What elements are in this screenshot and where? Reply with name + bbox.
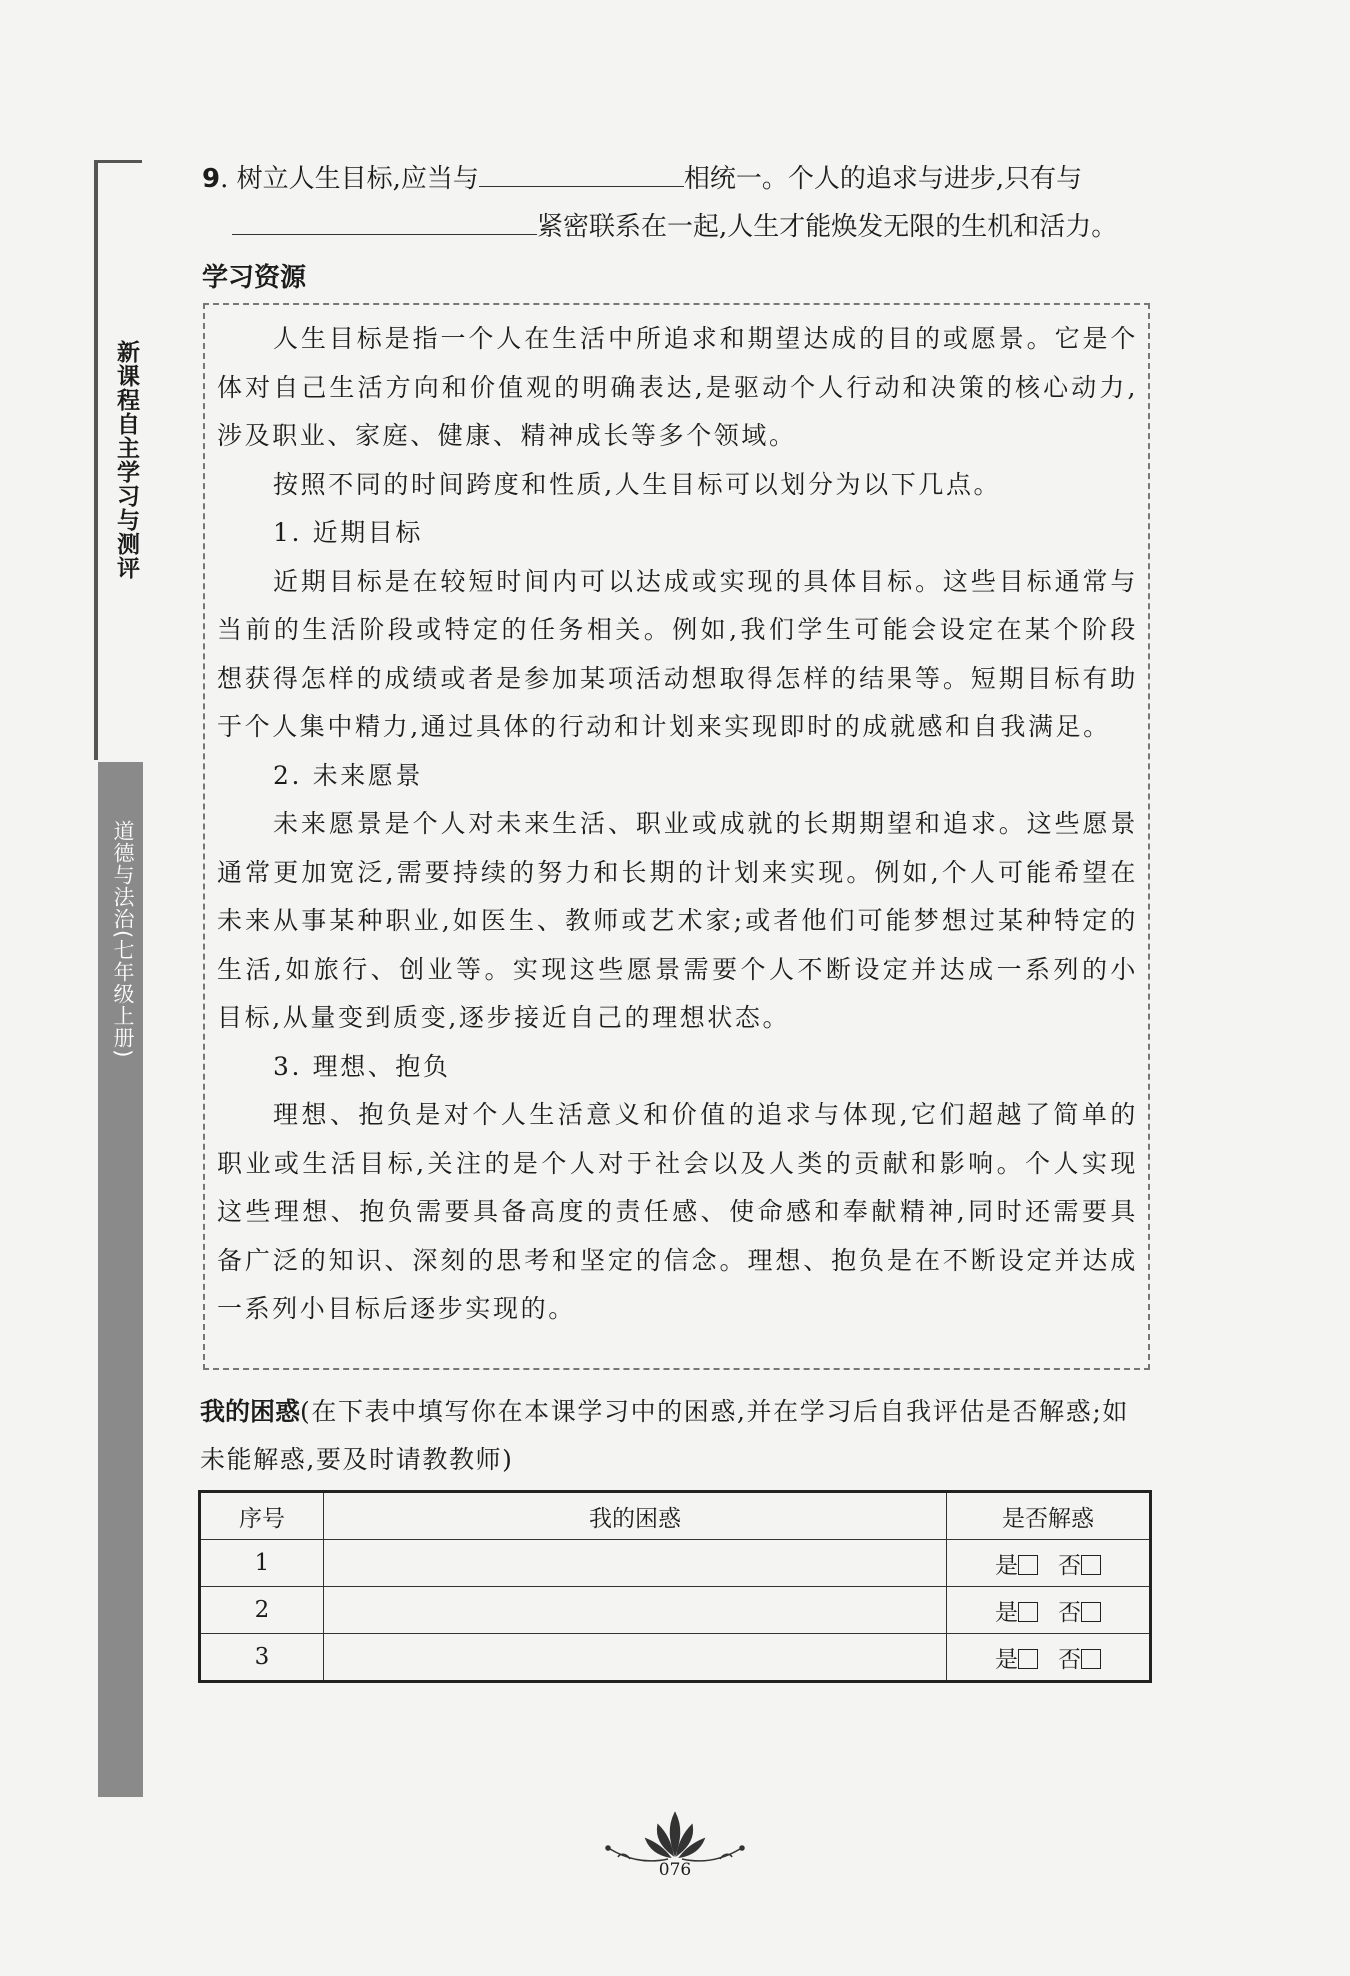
table-row (200, 1587, 1151, 1634)
header-resolved: 是否解惑 (947, 1492, 1151, 1540)
yes-label: 是 (995, 1646, 1018, 1673)
row-number: 2 (200, 1587, 324, 1634)
no-checkbox[interactable] (1081, 1602, 1101, 1622)
table-row (200, 1634, 1151, 1682)
table-row (200, 1540, 1151, 1587)
doubt-cell[interactable] (324, 1634, 947, 1682)
book-title: 道德与法治(七年级上册) (111, 820, 135, 1059)
yes-checkbox[interactable] (1018, 1602, 1038, 1622)
answer-blank-2[interactable] (232, 204, 537, 235)
yes-checkbox[interactable] (1018, 1649, 1038, 1669)
yes-label: 是 (995, 1552, 1018, 1579)
resource-box (203, 303, 1150, 1370)
resource-subheading: 3. 理想、抱负 (273, 1051, 451, 1081)
resolved-cell (947, 1587, 1151, 1634)
yes-label: 是 (995, 1599, 1018, 1626)
floral-ornament-icon (600, 1805, 750, 1865)
no-checkbox[interactable] (1081, 1649, 1101, 1669)
table-header-row (200, 1492, 1151, 1540)
resource-paragraph: 按照不同的时间跨度和性质,人生目标可以划分为以下几点。 (273, 469, 1002, 499)
question-text-a: 树立人生目标,应当与 (236, 164, 479, 194)
resource-subheading: 1. 近期目标 (273, 518, 423, 547)
series-title: 新课程自主学习与测评 (113, 340, 139, 580)
page-number: 076 (658, 1860, 692, 1880)
no-label: 否 (1058, 1646, 1081, 1673)
answer-blank-1[interactable] (479, 156, 684, 187)
no-checkbox[interactable] (1081, 1555, 1101, 1575)
section-heading-resources: 学习资源 (202, 263, 307, 293)
no-label: 否 (1058, 1599, 1081, 1626)
row-number: 1 (200, 1540, 324, 1587)
puzzle-instruction: (在下表中填写你在本课学习中的困惑,并在学习后自我评估是否解惑;如未能解惑,要及时请教教师) (200, 1397, 1129, 1474)
question-text-b: 相统一。个人的追求与进步,只有与 (683, 164, 1083, 194)
resource-paragraph: 未来愿景是个人对未来生活、职业或成就的长期期望和追求。这些愿景通常更加宽泛,需要持续的努力和长期的计划来实现。例如,个人可能希望在未来从事某种职业,如医生、教师或艺术家;或者他们可能梦想过某种特定的生活,如旅行、创业等。实现这些愿景需要个人不断设定并达成一系列的小目标,从量变到质变,逐步接近自己的理想状态。 (217, 809, 1138, 1032)
header-number: 序号 (200, 1492, 324, 1540)
row-number: 3 (200, 1634, 324, 1682)
resource-subheading: 2. 未来愿景 (273, 760, 423, 790)
question-text-c: 紧密联系在一起,人生才能焕发无限的生机和活力。 (537, 212, 1118, 242)
resource-paragraph: 近期目标是在较短时间内可以达成或实现的具体目标。这些目标通常与当前的生活阶段或特定的任务相关。例如,我们学生可能会设定在某个阶段想获得怎样的成绩或者是参加某项活动想取得怎样的结果等。短期目标有助于个人集中精力,通过具体的行动和计划来实现即时的成就感和自我满足。 (217, 566, 1138, 741)
resolved-cell (947, 1540, 1151, 1587)
question-9: 9. 树立人生目标,应当与 相统一。个人的追求与进步,只有与 紧密联系在一起,人生才能焕发无限的生机和活力。 (202, 155, 1162, 251)
question-number: 9 (202, 164, 221, 194)
puzzle-title: 我的困惑 (200, 1397, 301, 1426)
header-doubt: 我的困惑 (324, 1492, 947, 1540)
no-label: 否 (1058, 1552, 1081, 1579)
resource-paragraph: 人生目标是指一个人在生活中所追求和期望达成的目的或愿景。它是个体对自己生活方向和价值观的明确表达,是驱动个人行动和决策的核心动力,涉及职业、家庭、健康、精神成长等多个领域。 (217, 324, 1138, 450)
resource-paragraph: 理想、抱负是对个人生活意义和价值的追求与体现,它们超越了简单的职业或生活目标,关注的是个人对于社会以及人类的贡献和影响。个人实现这些理想、抱负需要具备高度的责任感、使命感和奉献精神,同时还需要具备广泛的知识、深刻的思考和坚定的信念。理想、抱负是在不断设定并达成一系列小目标后逐步实现的。 (217, 1100, 1138, 1323)
yes-checkbox[interactable] (1018, 1555, 1038, 1575)
doubt-cell[interactable] (324, 1540, 947, 1587)
puzzle-section (200, 1388, 1155, 1484)
doubt-cell[interactable] (324, 1587, 947, 1634)
resolved-cell (947, 1634, 1151, 1682)
doubts-table (198, 1490, 1152, 1683)
